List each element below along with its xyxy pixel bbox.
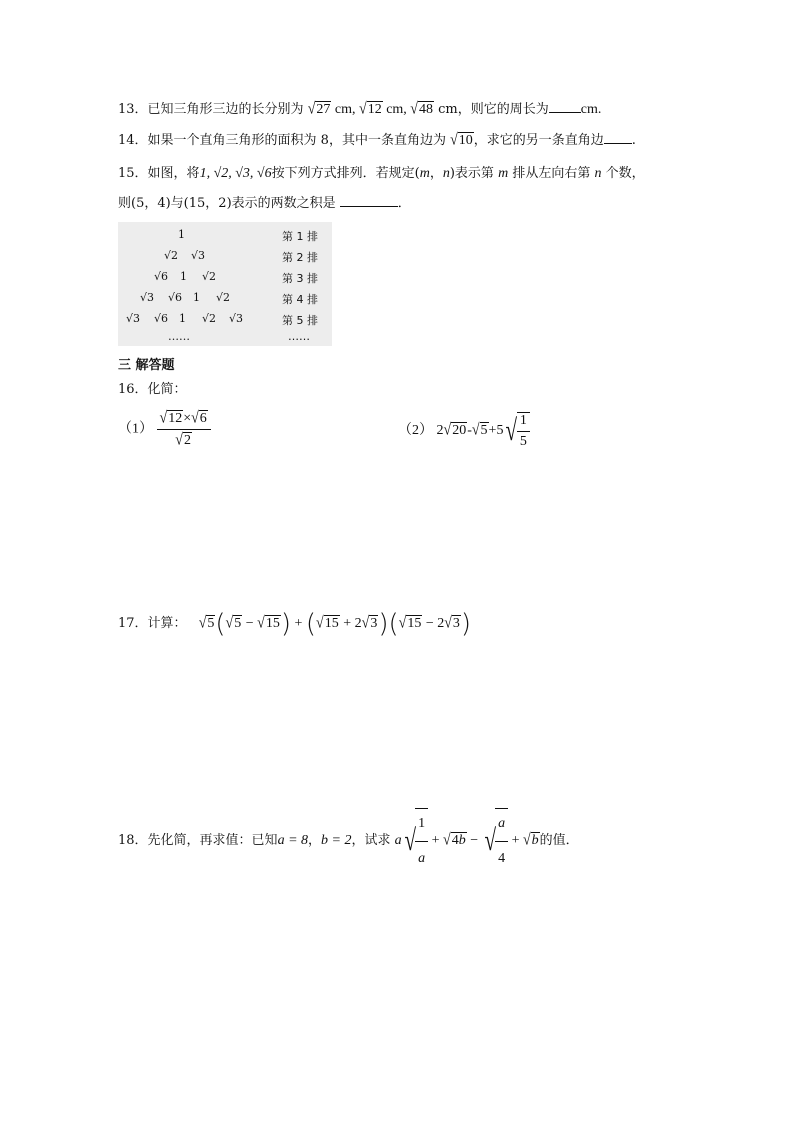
section-heading: 三 解答题 [118, 358, 175, 373]
fig-cell: √3 [229, 312, 244, 325]
q18-number: 18． [118, 833, 148, 849]
row-label: …… [288, 330, 310, 343]
fig-ellipsis: …… [168, 330, 190, 343]
fraction: $\frac{√12\times√6}{√2}$ [157, 410, 211, 449]
expression: √5(√5 − √15) + (√15 + 2√3)(√15 − 2√3) [198, 609, 472, 639]
answer-blank [549, 100, 581, 113]
fig-cell: √2 [164, 249, 179, 262]
q16-part-1: （1） $\frac{√12\times√6}{√2}$ [118, 410, 211, 449]
sqrt-48: √48 [410, 100, 433, 119]
fig-cell: √3 [140, 291, 155, 304]
question-16: 16．化简： [118, 382, 187, 397]
q16-part-2: （2） 2√20-√5+5√ $\frac{1}{5}$ [398, 412, 530, 450]
fig-cell: √2 [202, 312, 217, 325]
fig-cell: √2 [202, 270, 217, 283]
q13-number: 13． [118, 102, 148, 117]
q16-number: 16． [118, 382, 148, 397]
question-14: 14．如果一个直角三角形的面积为 8，其中一条直角边为 √10，求它的另一条直角边 . [118, 131, 636, 150]
question-18: 18．先化简，再求值：已知a = 8，b = 2，试求 a√ $\frac{1}{a}$ + √4b − √ $\frac{a}{4}$ + √b的值． [118, 808, 579, 874]
sqrt-12: √12 [359, 100, 382, 119]
fig-cell: 1 [178, 228, 185, 241]
number-list: 1, √2, √3, √6 [199, 166, 272, 181]
row-label: 第 5 排 [282, 314, 318, 327]
row-label: 第 3 排 [282, 272, 318, 285]
fig-cell: √3 [191, 249, 206, 262]
question-13: 13．已知三角形三边的长分别为 √27 cm, √12 cm, √48 cm，则它的周长为 cm. [118, 100, 602, 119]
row-label: 第 1 排 [282, 230, 318, 243]
q13-text: 已知三角形三边的长分别为 [147, 102, 304, 117]
fig-cell: √6 [154, 270, 169, 283]
fig-cell: √6 [168, 291, 183, 304]
fig-cell: 1 [180, 270, 187, 283]
q17-number: 17． [118, 616, 148, 632]
answer-blank [604, 131, 632, 144]
fig-cell: √2 [216, 291, 231, 304]
question-15-line-2: 则(5，4)与(15，2)表示的两数之积是 ． [118, 196, 411, 211]
question-15: 15．如图，将1, √2, √3, √6按下列方式排列．若规定(m，n)表示第 m 排从左向右第 n 个数， [118, 166, 645, 181]
sqrt-10: √10 [450, 131, 473, 150]
answer-blank [340, 194, 398, 207]
row-label: 第 4 排 [282, 293, 318, 306]
fig-cell: √6 [154, 312, 169, 325]
q15-number: 15． [118, 166, 148, 181]
q14-number: 14． [118, 133, 148, 148]
row-label: 第 2 排 [282, 251, 318, 264]
q14-text: 如果一个直角三角形的面积为 8，其中一条直角边为 [147, 133, 446, 148]
sqrt-27: √27 [307, 100, 331, 119]
question-17: 17．计算： √5(√5 − √15) + (√15 + 2√3)(√15 − 2√3) [118, 609, 472, 639]
arrangement-figure [118, 222, 332, 346]
fig-cell: 1 [179, 312, 186, 325]
fig-cell: 1 [193, 291, 200, 304]
fig-cell: √3 [126, 312, 141, 325]
expression: a√ $\frac{1}{a}$ + √4b − √ $\frac{a}{4}$ + √b [395, 833, 540, 848]
